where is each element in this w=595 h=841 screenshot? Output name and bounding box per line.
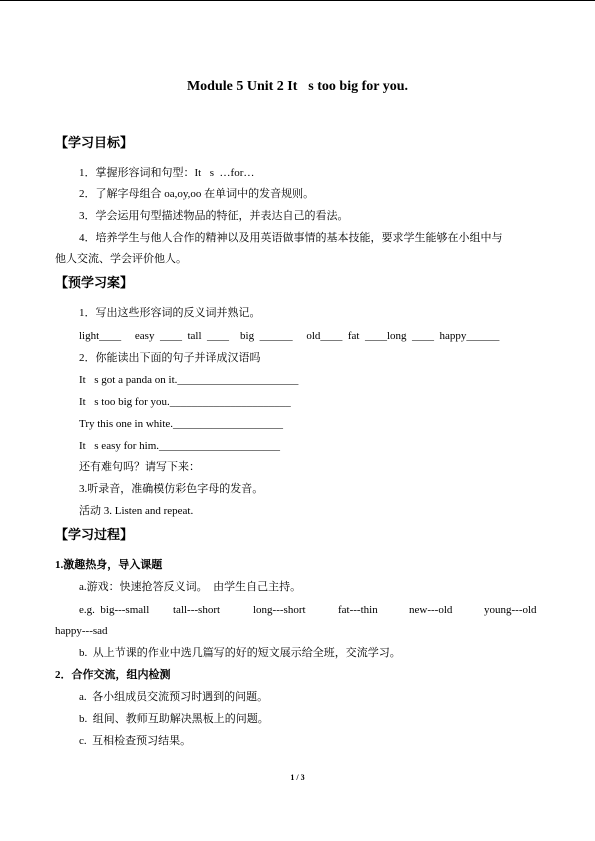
top-rule (0, 0, 595, 1)
part1-title: 1.激趣热身，导入课题 (55, 559, 163, 571)
goal-item: 3．学会运用句型描述物品的特征，并表达自己的看法。 (79, 210, 349, 222)
sentence-blank: It s too big for you.______________________ (79, 396, 291, 408)
eg-pair: new---old (409, 604, 453, 616)
sentence-blank: It s easy for him.______________________ (79, 440, 281, 452)
antonym-blanks: light____ easy ____ tall ____ big ______ old____ fat ____long ____ happy______ (79, 330, 500, 342)
eg-pair: young---old (484, 604, 537, 616)
goal-item: 4．培养学生与他人合作的精神以及用英语做事情的基本技能，要求学生能够在小组中与 (79, 232, 503, 244)
preview-line: 3.听录音，准确模仿彩色字母的发音。 (79, 483, 264, 495)
section-heading-preview: 【预学习案】 (55, 275, 134, 290)
eg-pair: fat---thin (338, 604, 378, 616)
goal-item: 1．掌握形容词和句型：It s …for… (79, 167, 255, 179)
section-heading-process: 【学习过程】 (55, 527, 134, 542)
process-line: a.游戏：快速抢答反义词。 由学生自己主持。 (79, 581, 302, 593)
process-line: b. 组间、教师互助解决黑板上的问题。 (79, 713, 269, 725)
goal-item: 他人交流、学会评价他人。 (55, 253, 187, 265)
preview-line: 还有难句吗？请写下来： (79, 461, 200, 473)
eg-pair: tall---short (173, 604, 221, 616)
preview-line: 1．写出这些形容词的反义词并熟记。 (79, 307, 261, 319)
preview-line: 2．你能读出下面的句子并译成汉语吗 (79, 352, 261, 364)
part2-title: 2．合作交流，组内检测 (55, 669, 171, 681)
section-heading-goals: 【学习目标】 (55, 135, 134, 150)
process-line: happy---sad (55, 625, 108, 637)
process-line: c. 互相检查预习结果。 (79, 735, 192, 747)
eg-pair: e.g. big---small (79, 604, 150, 616)
document-title: Module 5 Unit 2 It s too big for you. (186, 79, 409, 94)
sentence-blank: Try this one in white.____________________ (79, 418, 284, 430)
preview-line: 活动 3. Listen and repeat. (79, 505, 194, 517)
sentence-blank: It s got a panda on it.______________________ (79, 374, 299, 386)
eg-pair: long---short (253, 604, 306, 616)
page-number: 1 / 3 (290, 773, 305, 782)
process-line: a. 各小组成员交流预习时遇到的问题。 (79, 691, 269, 703)
goal-item: 2．了解字母组合 oa,oy,oo 在单词中的发音规则。 (79, 188, 315, 200)
process-line: b. 从上节课的作业中选几篇写的好的短文展示给全班，交流学习。 (79, 647, 401, 659)
